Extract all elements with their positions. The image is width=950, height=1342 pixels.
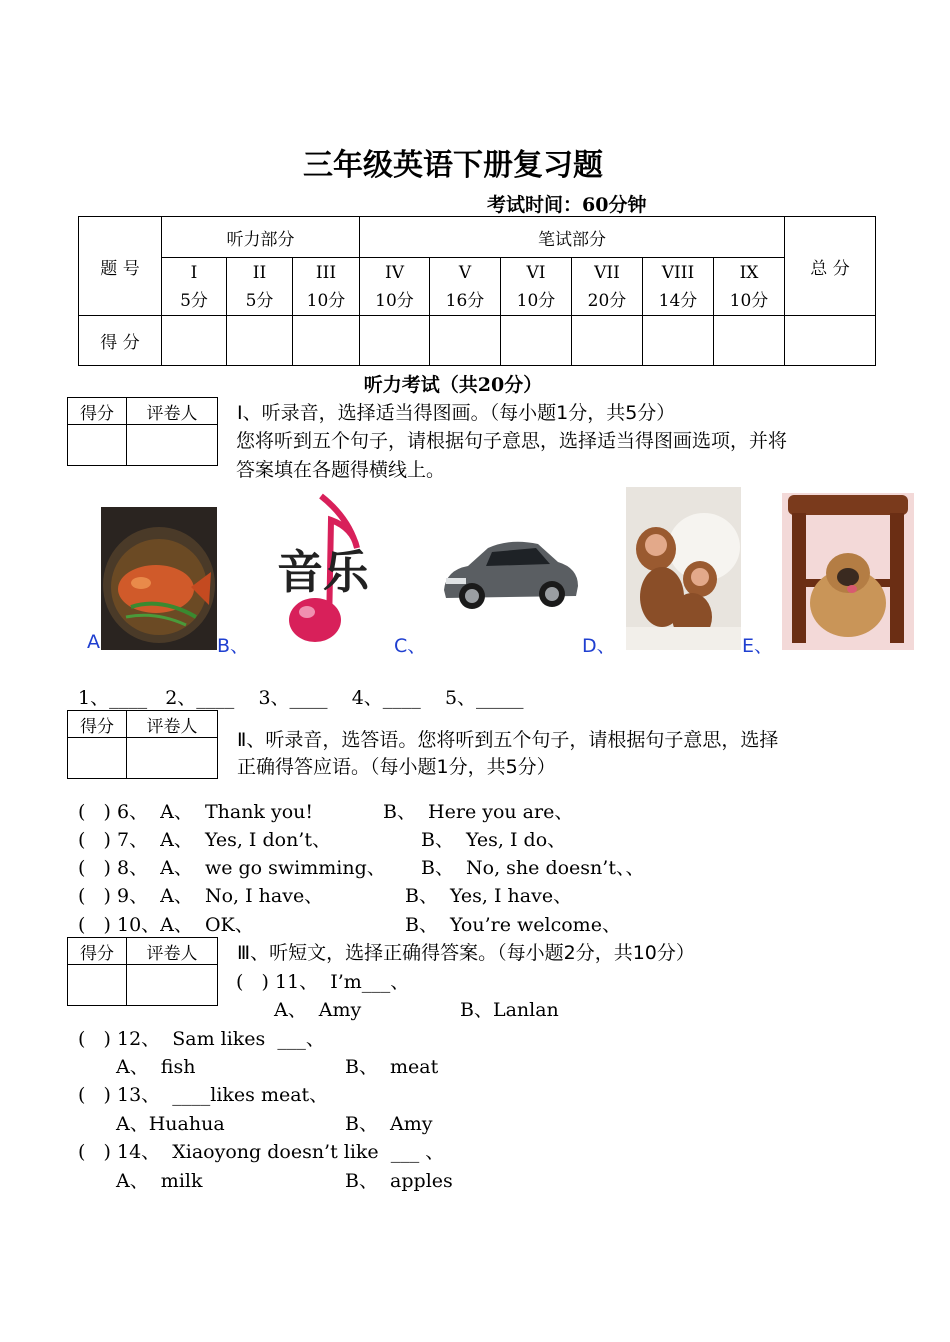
grader-box-3	[67, 937, 218, 1006]
section-1-desc-line1: 您将听到五个句子，请根据句子意思，选择适当得图画选项，并将	[236, 430, 788, 452]
car-image	[438, 530, 582, 612]
grader-name-label: 评卷人	[127, 398, 218, 425]
grader-box-2	[67, 710, 218, 779]
grader-name-label: 评卷人	[127, 711, 218, 738]
grader-box-1	[67, 397, 218, 466]
grader-score-cell[interactable]	[68, 425, 127, 466]
section-2-title-line1: Ⅱ、听录音，选答语。您将听到五个句子，请根据句子意思，选择	[237, 729, 779, 751]
section-col-1: I 5分	[162, 258, 227, 316]
section-1-title: Ⅰ、听录音，选择适当得图画。（每小题1分，共5分）	[237, 402, 676, 424]
grader-name-cell[interactable]	[127, 425, 218, 466]
section-2-title-line2: 正确得答应语。（每小题1分，共5分）	[237, 756, 556, 778]
section-col-9: IX 10分	[714, 258, 785, 316]
option-label-b: B、	[217, 635, 250, 657]
dog-under-stool-image	[782, 493, 914, 650]
score-cell[interactable]	[162, 316, 227, 366]
question-14: ( ) 14、 Xiaoyong doesn’t like ___ 、	[78, 1141, 445, 1163]
page-title: 三年级英语下册复习题	[303, 148, 603, 183]
monkeys-image	[626, 487, 741, 650]
question-7: ( ) 7、 A、 Yes, I don’t、	[78, 829, 331, 851]
score-cell[interactable]	[714, 316, 785, 366]
grader-name-cell[interactable]	[127, 738, 218, 779]
score-cell-total[interactable]	[785, 316, 876, 366]
section-3-title: Ⅲ、听短文，选择正确得答案。（每小题2分，共10分）	[237, 942, 695, 964]
question-no-header: 题 号	[79, 217, 162, 316]
option-label-a: A	[87, 631, 100, 653]
section-col-3: III 10分	[293, 258, 360, 316]
exam-time: 考试时间：60分钟	[487, 194, 647, 216]
question-12-option-b: B、 meat	[345, 1056, 439, 1078]
grader-name-label: 评卷人	[127, 938, 218, 965]
score-cell[interactable]	[227, 316, 293, 366]
question-10-option-b: B、 You’re welcome、	[405, 914, 621, 936]
option-label-d: D、	[582, 635, 616, 657]
question-8-option-b: B、 No, she doesn’t、、	[421, 857, 645, 879]
total-header: 总 分	[785, 217, 876, 316]
listening-section-header: 听力考试（共20分）	[363, 374, 543, 396]
section-col-5: V 16分	[430, 258, 501, 316]
question-6: ( ) 6、 A、 Thank you!	[78, 801, 314, 823]
question-11: ( ) 11、 I’m___、	[236, 971, 410, 993]
grader-name-cell[interactable]	[127, 965, 218, 1006]
question-13-option-b: B、 Amy	[345, 1113, 433, 1135]
question-6-option-b: B、 Here you are、	[383, 801, 574, 823]
grader-score-cell[interactable]	[68, 965, 127, 1006]
option-label-c: C、	[394, 635, 427, 657]
question-14-option-a: A、 milk	[116, 1170, 203, 1192]
section-1-desc-line2: 答案填在各题得横线上。	[236, 459, 446, 481]
score-cell[interactable]	[501, 316, 572, 366]
question-11-option-a: A、 Amy	[274, 999, 362, 1021]
option-label-e: E、	[742, 635, 774, 657]
section-col-6: VI 10分	[501, 258, 572, 316]
question-7-option-b: B、 Yes, I do、	[421, 829, 567, 851]
question-14-option-b: B、 apples	[345, 1170, 453, 1192]
grader-score-label: 得分	[68, 398, 127, 425]
listening-header: 听力部分	[162, 217, 360, 258]
score-cell[interactable]	[572, 316, 643, 366]
score-cell[interactable]	[360, 316, 430, 366]
writing-header: 笔试部分	[360, 217, 785, 258]
score-cell[interactable]	[643, 316, 714, 366]
grader-score-label: 得分	[68, 711, 127, 738]
question-9: ( ) 9、 A、 No, I have、	[78, 885, 324, 907]
question-13-option-a: A、Huahua	[116, 1113, 225, 1135]
question-12: ( ) 12、 Sam likes ___、	[78, 1028, 325, 1050]
score-table	[78, 216, 876, 366]
question-9-option-b: B、 Yes, I have、	[405, 885, 573, 907]
grader-score-cell[interactable]	[68, 738, 127, 779]
score-row-label: 得 分	[79, 316, 162, 366]
question-13: ( ) 13、 ____likes meat、	[78, 1084, 329, 1106]
question-10: ( ) 10、A、 OK、	[78, 914, 254, 936]
section-col-7: VII 20分	[572, 258, 643, 316]
answer-blanks[interactable]: 1、____ 2、____ 3、____ 4、____ 5、_____	[78, 687, 524, 709]
section-col-4: IV 10分	[360, 258, 430, 316]
score-cell[interactable]	[430, 316, 501, 366]
music-text: 音乐	[277, 545, 369, 599]
music-note-image	[253, 488, 383, 650]
question-11-option-b: B、Lanlan	[460, 999, 559, 1021]
score-cell[interactable]	[293, 316, 360, 366]
section-col-8: VIII 14分	[643, 258, 714, 316]
question-8: ( ) 8、 A、 we go swimming、	[78, 857, 386, 879]
section-col-2: II 5分	[227, 258, 293, 316]
grader-score-label: 得分	[68, 938, 127, 965]
question-12-option-a: A、 fish	[116, 1056, 196, 1078]
fish-dish-image	[101, 507, 217, 650]
